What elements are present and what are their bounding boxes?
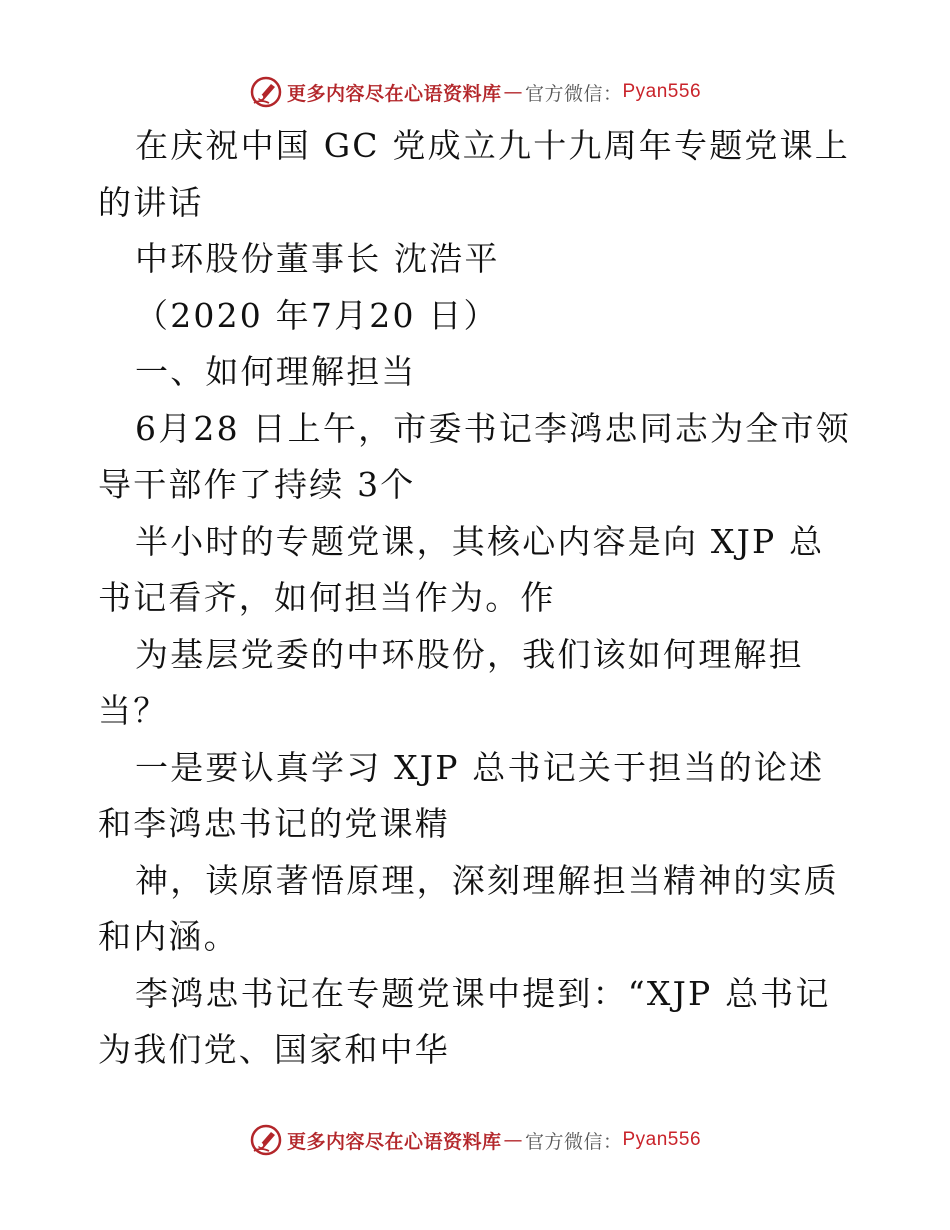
banner-main-text: 更多内容尽在心语资料库 xyxy=(286,82,502,105)
banner-official-label: 官方微信： xyxy=(524,82,623,105)
body-paragraph: 神，读原著悟原理，深刻理解担当精神的实质和内涵。 xyxy=(98,860,839,956)
body-paragraph: 半小时的专题党课，其核心内容是向 XJP 总书记看齐，如何担当作为。作 xyxy=(98,521,825,617)
section-heading: 一、如何理解担当 xyxy=(135,352,417,391)
banner-main-text: 更多内容尽在心语资料库 xyxy=(286,1130,502,1153)
pen-seal-logo-icon xyxy=(249,75,283,109)
body-paragraph: 为基层党委的中环股份，我们该如何理解担当？ xyxy=(98,634,804,730)
body-paragraph: 6月28 日上午，市委书记李鸿忠同志为全市领导干部作了持续 3个 xyxy=(98,408,851,504)
banner-dash: — xyxy=(503,1129,523,1151)
pen-seal-logo-icon xyxy=(249,1123,283,1157)
body-paragraph: 李鸿忠书记在专题党课中提到：“XJP 总书记为我们党、国家和中华 xyxy=(98,973,831,1069)
document-body xyxy=(98,118,858,1079)
document-author: 中环股份董事长 沈浩平 xyxy=(135,239,500,278)
document-title: 在庆祝中国 GC 党成立九十九周年专题党课上的讲话 xyxy=(98,126,850,222)
footer-banner xyxy=(0,1120,950,1160)
banner-dash: — xyxy=(503,81,523,103)
document-date: （2020 年7月20 日） xyxy=(135,295,499,335)
banner-wechat-id: Pyan556 xyxy=(622,81,702,102)
header-banner xyxy=(0,72,950,112)
banner-official-label: 官方微信： xyxy=(524,1130,623,1153)
body-paragraph: 一是要认真学习 XJP 总书记关于担当的论述和李鸿忠书记的党课精 xyxy=(98,747,825,843)
banner-wechat-id: Pyan556 xyxy=(622,1129,702,1150)
